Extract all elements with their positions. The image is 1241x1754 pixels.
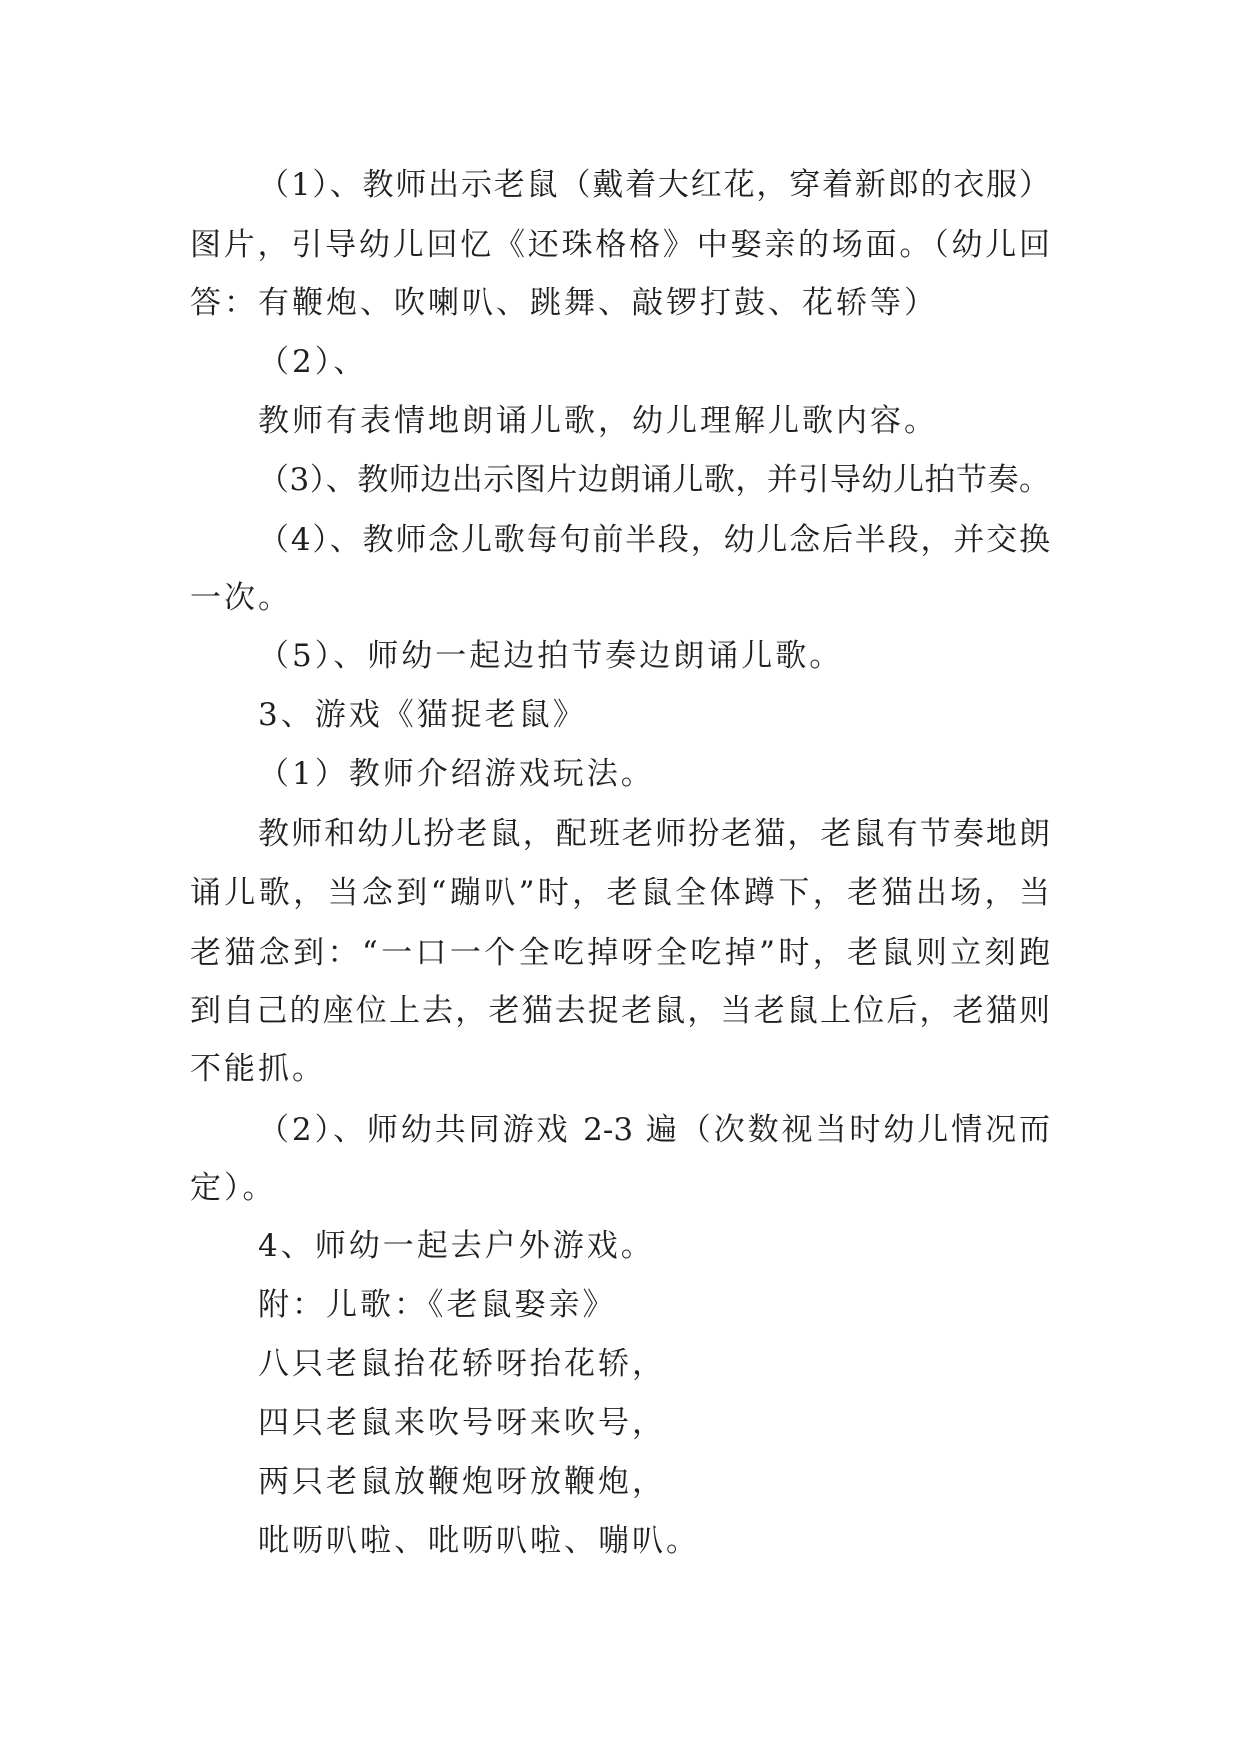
text-line: （5）、师幼一起边拍节奏边朗诵儿歌。 (258, 638, 844, 674)
text-line: 答：有鞭炮、吹喇叭、跳舞、敲锣打鼓、花轿等） (190, 285, 938, 321)
text-line: 诵儿歌，当念到“蹦叭”时，老鼠全体蹲下，老猫出场，当 (190, 875, 1050, 911)
text-line: 教师和幼儿扮老鼠，配班老师扮老猫，老鼠有节奏地朗 (258, 816, 1050, 852)
poem-line: 两只老鼠放鞭炮呀放鞭炮， (258, 1464, 666, 1500)
text-line: （3）、教师边出示图片边朗诵儿歌，并引导幼儿拍节奏。 (258, 462, 1050, 498)
text-line: （1）、教师出示老鼠（戴着大红花，穿着新郎的衣服） (258, 167, 1050, 203)
section-heading: 4、师幼一起去户外游戏。 (258, 1228, 655, 1264)
text-line: 图片，引导幼儿回忆《还珠格格》中娶亲的场面。（幼儿回 (190, 227, 1050, 263)
text-line: 一次。 (190, 580, 292, 616)
text-line: 定）。 (190, 1170, 277, 1206)
section-heading: 3、游戏《猫捉老鼠》 (258, 697, 587, 733)
poem-line: 吡呖叭啦、吡呖叭啦、嘣叭。 (258, 1523, 700, 1559)
poem-line: 八只老鼠抬花轿呀抬花轿， (258, 1346, 666, 1382)
text-line: （1）教师介绍游戏玩法。 (258, 756, 655, 792)
text-line: 附：儿歌：《老鼠娶亲》 (258, 1287, 617, 1323)
text-line: （2）、师幼共同游戏 2-3 遍（次数视当时幼儿情况而 (258, 1112, 1050, 1148)
text-line: 到自己的座位上去，老猫去捉老鼠，当老鼠上位后，老猫则 (190, 993, 1050, 1029)
text-line: （2）、 (258, 344, 368, 380)
text-line: 老猫念到：“一口一个全吃掉呀全吃掉”时，老鼠则立刻跑 (190, 935, 1050, 971)
text-line: （4）、教师念儿歌每句前半段，幼儿念后半段，并交换 (258, 522, 1050, 558)
text-line: 不能抓。 (190, 1051, 326, 1087)
text-line: 教师有表情地朗诵儿歌，幼儿理解儿歌内容。 (258, 403, 938, 439)
poem-line: 四只老鼠来吹号呀来吹号， (258, 1405, 666, 1441)
